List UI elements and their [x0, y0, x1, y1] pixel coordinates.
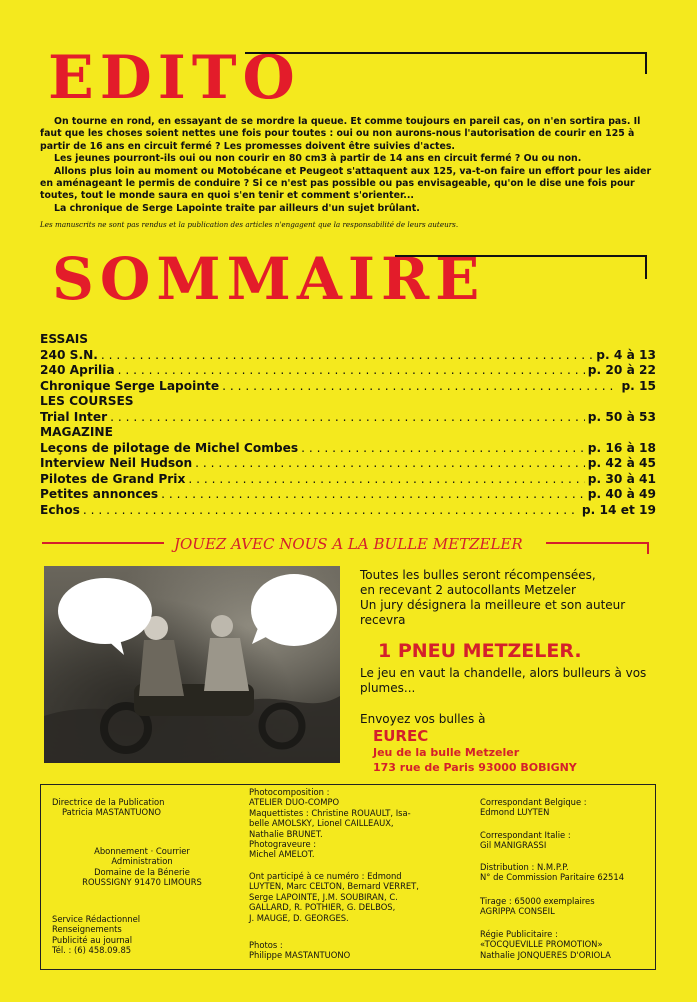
toc-entry-pages: p. 20 à 22 — [587, 363, 656, 377]
credit-line: Régie Publicitaire : — [480, 929, 558, 939]
toc-section-heading: ESSAIS — [40, 332, 89, 346]
toc-entry-pages: p. 42 à 45 — [587, 456, 656, 470]
sommaire-title: SOMMAIRE — [52, 245, 486, 313]
toc-entry-label: 240 S.N. — [40, 347, 98, 362]
credit-line: Administration — [111, 856, 173, 867]
credits-mid-1 — [249, 787, 449, 860]
toc-entry-label: Echos — [40, 502, 80, 517]
credit-line: Service Rédactionnel — [52, 914, 141, 924]
contest-send: Envoyez vos bulles à — [360, 712, 486, 726]
contest-after — [360, 666, 660, 696]
credit-line: «TOCQUEVILLE PROMOTION» — [480, 939, 603, 950]
credit-line: Tél. : (6) 458.09.85 — [52, 945, 132, 956]
credit-line: belle AMOLSKY, Lionel CAILLEAUX, — [249, 818, 394, 829]
toc-leader — [83, 503, 579, 519]
bubble-tail-right — [252, 628, 272, 644]
credits-right-3 — [480, 862, 652, 883]
credit-line: Nathalie BRUNET. — [249, 828, 323, 839]
credit-line: Ont participé à ce numéro : Edmond — [249, 871, 402, 881]
contest-line: recevra — [360, 613, 406, 627]
credit-line: GALLARD, R. POTHIER, G. DELBOS, — [249, 902, 396, 913]
contest-prize: 1 PNEU METZELER. — [378, 640, 582, 662]
credits-right-5 — [480, 929, 652, 960]
toc-leader — [222, 379, 618, 395]
credit-line: Maquettistes : Christine ROUAULT, Isa- — [249, 807, 411, 818]
toc-entry-pages: p. 40 à 49 — [587, 487, 656, 501]
credit-line: Photos : — [249, 940, 283, 950]
edito-rule-top — [245, 52, 647, 54]
toc-entry[interactable] — [40, 363, 656, 379]
credit-line: N° de Commission Paritaire 62514 — [480, 872, 625, 883]
contest-line: en recevant 2 autocollants Metzeler — [360, 583, 576, 597]
toc-entry[interactable] — [40, 379, 656, 395]
credit-line: LUYTEN, Marc CELTON, Bernard VERRET, — [249, 881, 419, 892]
credit-line: Nathalie JONQUERES D'ORIOLA — [480, 949, 611, 960]
credit-line: Abonnement · Courrier — [94, 846, 190, 856]
toc-leader — [188, 472, 584, 488]
credit-line: AGRIPPA CONSEIL — [480, 906, 555, 917]
credit-line: Publicité au journal — [52, 934, 133, 945]
credit-line: Distribution : N.M.P.P. — [480, 862, 569, 872]
edito-paragraph: On tourne en rond, en essayant de se mordre la queue. Et comme toujours en pareil cas, on n'en sortira pas. Il faut que les choses soient nettes une fois pour toutes : oui ou non aurons-nous l'autorisation de courir en 125 à partir de 16 ans en circuit fermé ? Les promesses doivent être suivies d'actes. — [40, 116, 641, 152]
toc-entry-pages: p. 15 — [621, 378, 656, 393]
toc-leader — [195, 456, 585, 472]
credits-left-3 — [52, 914, 232, 956]
credit-line: Gil MANIGRASSI — [480, 840, 547, 851]
toc-entry-label: Petites annonces — [40, 487, 159, 501]
toc-entry[interactable] — [40, 503, 656, 519]
bubble-tail-left — [106, 639, 126, 655]
toc-entry-pages: p. 30 à 41 — [587, 471, 656, 486]
toc-entry-label: 240 Aprilia — [40, 363, 115, 377]
credit-line: Philippe MASTANTUONO — [249, 950, 351, 961]
credit-line: Edmond LUYTEN — [480, 807, 550, 818]
toc-entry-label: Interview Neil Hudson — [40, 456, 193, 470]
toc-entry-label: Trial Inter — [40, 409, 108, 424]
credit-line: Tirage : 65000 exemplaires — [480, 896, 595, 906]
credit-line: ROUSSIGNY 91470 LIMOURS — [82, 877, 202, 888]
toc-entry[interactable] — [40, 472, 656, 488]
edito-rule-end — [645, 52, 647, 74]
contest-line: Le jeu en vaut la chandelle, alors bulleurs à vos — [360, 666, 647, 680]
edito-paragraph: Les jeunes pourront-ils oui ou non courir en 80 cm3 à partir de 14 ans en circuit fermé ? Ou ou non. — [54, 153, 582, 165]
toc-entry[interactable] — [40, 456, 656, 472]
contest-banner: JOUEZ AVEC NOUS A LA BULLE METZELER — [174, 535, 523, 553]
credit-line: Michel AMELOT. — [249, 849, 315, 860]
contest-intro — [360, 568, 660, 628]
toc-entry-label: Leçons de pilotage de Michel Combes — [40, 440, 299, 455]
credit-line: Photograveure : — [249, 839, 317, 850]
toc-leader — [101, 348, 593, 364]
credits-left-1 — [52, 797, 232, 818]
credit-line: Serge LAPOINTE, J.M. SOUBIRAN, C. — [249, 891, 398, 902]
toc-leader — [118, 363, 585, 379]
credits-left-2 — [52, 846, 232, 888]
banner-rule-end — [647, 542, 649, 554]
edito-paragraph: La chronique de Serge Lapointe traite par ailleurs d'un sujet brûlant. — [54, 202, 420, 214]
toc-leader — [110, 410, 585, 426]
credits-mid-2 — [249, 871, 449, 923]
credits-right-1 — [480, 797, 652, 818]
edito-body — [40, 116, 654, 215]
toc-entry[interactable] — [40, 348, 656, 364]
banner-rule-right — [546, 542, 649, 544]
toc-leader — [161, 487, 585, 503]
credits-mid-3 — [249, 940, 449, 961]
toc-entry-pages: p. 14 et 19 — [581, 502, 656, 517]
credits-right-2 — [480, 830, 652, 851]
toc-entry[interactable] — [40, 410, 656, 426]
contest-org: EUREC — [373, 727, 429, 745]
table-of-contents — [40, 332, 656, 518]
toc-entry-pages: p. 50 à 53 — [587, 409, 656, 424]
edito-title: EDITO — [48, 43, 301, 113]
toc-entry-pages: p. 4 à 13 — [596, 347, 656, 362]
toc-section-heading: MAGAZINE — [40, 425, 113, 439]
credit-line: ATELIER DUO-COMPO — [249, 797, 340, 808]
toc-section-heading: LES COURSES — [40, 394, 134, 408]
empty-speech-bubble-left[interactable] — [58, 578, 152, 644]
credit-line: Directrice de la Publication — [52, 797, 165, 807]
disclaimer-note: Les manuscrits ne sont pas rendus et la publication des articles n'engagent que la responsabilité de leurs auteurs. — [40, 220, 459, 229]
contest-line: plumes... — [360, 681, 416, 695]
contest-address-line1: Jeu de la bulle Metzeler — [373, 746, 520, 759]
sommaire-rule-top — [395, 255, 647, 257]
credit-line: Patricia MASTANTUONO — [62, 807, 162, 818]
credits-right-4 — [480, 896, 652, 917]
toc-entry[interactable] — [40, 441, 656, 457]
toc-entry-label: Chronique Serge Lapointe — [40, 378, 220, 393]
contest-address-line2: 173 rue de Paris 93000 BOBIGNY — [373, 761, 577, 774]
contest-line: Un jury désignera la meilleure et son auteur — [360, 598, 626, 612]
credit-line: Correspondant Belgique : — [480, 797, 587, 807]
toc-entry-label: Pilotes de Grand Prix — [40, 471, 186, 486]
credit-line: Renseignements — [52, 924, 122, 935]
credit-line: Photocomposition : — [249, 787, 330, 797]
credit-line: Domaine de la Bénerie — [94, 866, 190, 877]
edito-paragraph: Allons plus loin au moment ou Motobécane et Peugeot s'attaquent aux 125, va-t-on faire un effort pour les aider en aménageant le permis de conduire ? Si ce n'est pas possible ou pas envisageable, qu'on le dise une fois pour toutes, tout le monde saura en quoi s'en tenir et comment s'orienter... — [40, 165, 652, 202]
banner-rule-left — [42, 542, 164, 544]
sidecar-photo — [44, 566, 340, 763]
credit-line: J. MAUGE, D. GEORGES. — [249, 912, 349, 923]
contest-line: Toutes les bulles seront récompensées, — [360, 568, 596, 582]
toc-leader — [301, 441, 585, 457]
credit-line: Correspondant Italie : — [480, 830, 571, 840]
sommaire-rule-end — [645, 255, 647, 279]
toc-entry-pages: p. 16 à 18 — [587, 440, 656, 455]
toc-entry[interactable] — [40, 487, 656, 503]
